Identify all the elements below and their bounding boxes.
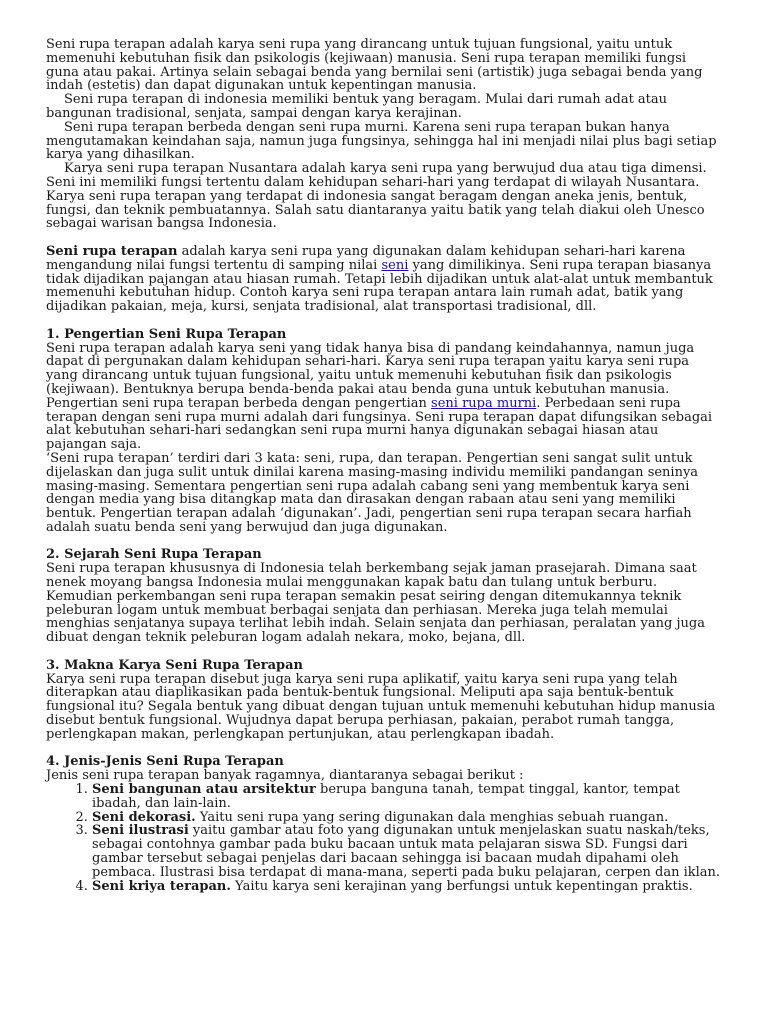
list-item-term: Seni bangunan atau arsitektur [92, 782, 316, 798]
intro-paragraph-4: Karya seni rupa terapan Nusantara adalah karya seni rupa yang berwujud dua atau tiga dimensi. Seni ini memiliki fungsi tertentu dalam kehidupan sehari-hari yang terdapat di wilayah Nusantara. Karya seni rupa terapan yang terdapat di indonesia sangat beragam dengan aneka jenis, bentuk, fungsi, dan teknik pembuatannya. Salah satu diantaranya yaitu batik yang telah diakui oleh Unesco sebagai warisan bangsa Indonesia. [46, 161, 707, 232]
intro-paragraph-3: Seni rupa terapan berbeda dengan seni rupa murni. Karena seni rupa terapan bukan hanya mengutamakan keindahan saja, namun juga fungsinya, sehingga hal ini menjadi nilai plus bagi setiap karya yang dihasilkan. [46, 119, 717, 163]
seni-rupa-murni-link[interactable]: seni rupa murni [431, 395, 537, 411]
section-2-heading: 2. Sejarah Seni Rupa Terapan [46, 547, 262, 563]
section-1-heading: 1. Pengertian Seni Rupa Terapan [46, 326, 287, 342]
list-item [92, 783, 722, 811]
list-item [92, 811, 722, 825]
spacer [46, 645, 722, 659]
spacer [46, 314, 722, 328]
section-1-text-after-link: . Perbedaan seni rupa terapan dengan seni rupa murni adalah dari fungsinya. Seni rupa terapan dapat difungsikan sebagai alat kebutuhan sehari-hari sedangkan seni rupa murni hanya digunakan sebagai hiasan atau pajangan saja. [46, 395, 713, 453]
section-2-paragraph-1: Seni rupa terapan khususnya di Indonesia telah berkembang sejak jaman prasejarah. Dimana saat nenek moyang bangsa Indonesia mulai menggunakan kapak batu dan tulang untuk berburu. Kemudian perkembangan seni rupa terapan semakin pesat seiring dengan ditemukannya teknik peleburan logam untuk membuat berbagai senjata dan perhiasan. Mereka juga telah memulai menghias senjatanya supaya terlihat lebih indah. Selain senjata dan perhiasan, peralatan yang juga dibuat dengan teknik peleburan logam adalah nekara, moko, bejana, dll. [46, 561, 705, 646]
list-item-text: berupa banguna tanah, tempat tinggal, kantor, tempat ibadah, dan lain-lain. [92, 782, 680, 811]
section-4-heading: 4. Jenis-Jenis Seni Rupa Terapan [46, 754, 284, 770]
section-1-paragraph-2 [46, 397, 722, 452]
list-item [92, 880, 722, 894]
list-item [92, 824, 722, 879]
list-item-text: yaitu gambar atau foto yang digunakan untuk menjelaskan suatu naskah/teks, sebagai contohnya gambar pada buku bacaan untuk mata pelajaran siswa SD. Fungsi dari gambar tersebut sebagai penjelas dari bacaan sehingga isi bacaan mudah dipahami oleh pembaca. Ilustrasi bisa terdapat di mana-mana, seperti pada buku pelajaran, cerpen dan iklan. [92, 823, 721, 880]
list-item-term: Seni ilustrasi [92, 823, 189, 839]
list-item-term: Seni dekorasi. [92, 809, 196, 825]
definition-term: Seni rupa terapan [46, 243, 178, 259]
list-item-text: Yaitu karya seni kerajinan yang berfungsi untuk kepentingan praktis. [230, 878, 693, 894]
intro-paragraph-1: Seni rupa terapan adalah karya seni rupa yang dirancang untuk tujuan fungsional, yaitu untuk memenuhi kebutuhan fisik dan psikologis (kejiwaan) manusia. Seni rupa terapan memiliki fungsi guna atau pakai. Artinya selain sebagai benda yang bernilai seni (artistik) juga sebagai benda yang indah (estetis) dan dapat digunakan untuk kepentingan manusia. [46, 37, 703, 94]
list-item-text: Yaitu seni rupa yang sering digunakan dala menghias sebuah ruangan. [195, 809, 669, 825]
definition-text-before-link: adalah karya seni rupa yang digunakan dalam kehidupan sehari-hari karena mengandung nilai fungsi tertentu di samping nilai [46, 243, 686, 273]
section-4-intro: Jenis seni rupa terapan banyak ragamnya, diantaranya sebagai berikut : [46, 768, 524, 784]
jenis-list [46, 783, 722, 893]
seni-link[interactable]: seni [381, 257, 409, 273]
spacer [46, 742, 722, 756]
list-item-term: Seni kriya terapan. [92, 878, 231, 894]
spacer [46, 231, 722, 245]
section-1-paragraph-1: Seni rupa terapan adalah karya seni yang tidak hanya bisa di pandang keindahannya, namun juga dapat di pergunakan dalam kehidupan sehari-hari. Karya seni rupa terapan yaitu karya seni rupa yang dirancang untuk tujuan fungsional, yaitu untuk memenuhi kebutuhan fisik dan psikologis (kejiwaan). Bentuknya berupa benda-benda pakai atau benda guna untuk kebutuhan manusia. [46, 340, 695, 397]
section-3-heading: 3. Makna Karya Seni Rupa Terapan [46, 657, 303, 673]
section-1-paragraph-3: ‘Seni rupa terapan’ terdiri dari 3 kata: seni, rupa, dan terapan. Pengertian seni sangat sulit untuk dijelaskan dan juga sulit untuk dinilai karena masing-masing individu memiliki pandangan seninya masing-masing. Sementara pengertian seni rupa adalah cabang seni yang membentuk karya seni dengan media yang bisa ditangkap mata dan dirasakan dengan rabaan atau seni yang memiliki bentuk. Pengertian terapan adalah ‘digunakan’. Jadi, pengertian seni rupa terapan secara harfiah adalah suatu benda seni yang berwujud dan juga digunakan. [46, 450, 699, 535]
definition-text-after-link: yang dimilikinya. Seni rupa terapan biasanya tidak dijadikan pajangan atau hiasan rumah. Tetapi lebih dijadikan untuk alat-alat untuk membantuk memenuhi kebutuhan hidup. Contoh karya seni rupa terapan antara lain rumah adat, batik yang dijadikan pakaian, meja, kursi, senjata tradisional, alat transportasi tradisional, dll. [46, 257, 713, 315]
section-3-paragraph-1: Karya seni rupa terapan disebut juga karya seni rupa aplikatif, yaitu karya seni rupa yang telah diterapkan atau diaplikasikan pada bentuk-bentuk fungsional. Meliputi apa saja bentuk-bentuk fungsional itu? Segala bentuk yang dibuat dengan tujuan untuk memenuhi kebutuhan hidup manusia disebut bentuk fungsional. Wujudnya dapat berupa perhiasan, pakaian, perabot rumah tangga, perlengkapan makan, perlengkapan pertunjukan, atau perlengkapan ibadah. [46, 671, 716, 742]
section-1-text-before-link: Pengertian seni rupa terapan berbeda dengan pengertian [46, 395, 432, 411]
spacer [46, 535, 722, 549]
definition-paragraph [46, 245, 722, 314]
intro-paragraph-2: Seni rupa terapan di indonesia memiliki bentuk yang beragam. Mulai dari rumah adat atau bangunan tradisional, senjata, sampai dengan karya kerajinan. [46, 92, 668, 121]
